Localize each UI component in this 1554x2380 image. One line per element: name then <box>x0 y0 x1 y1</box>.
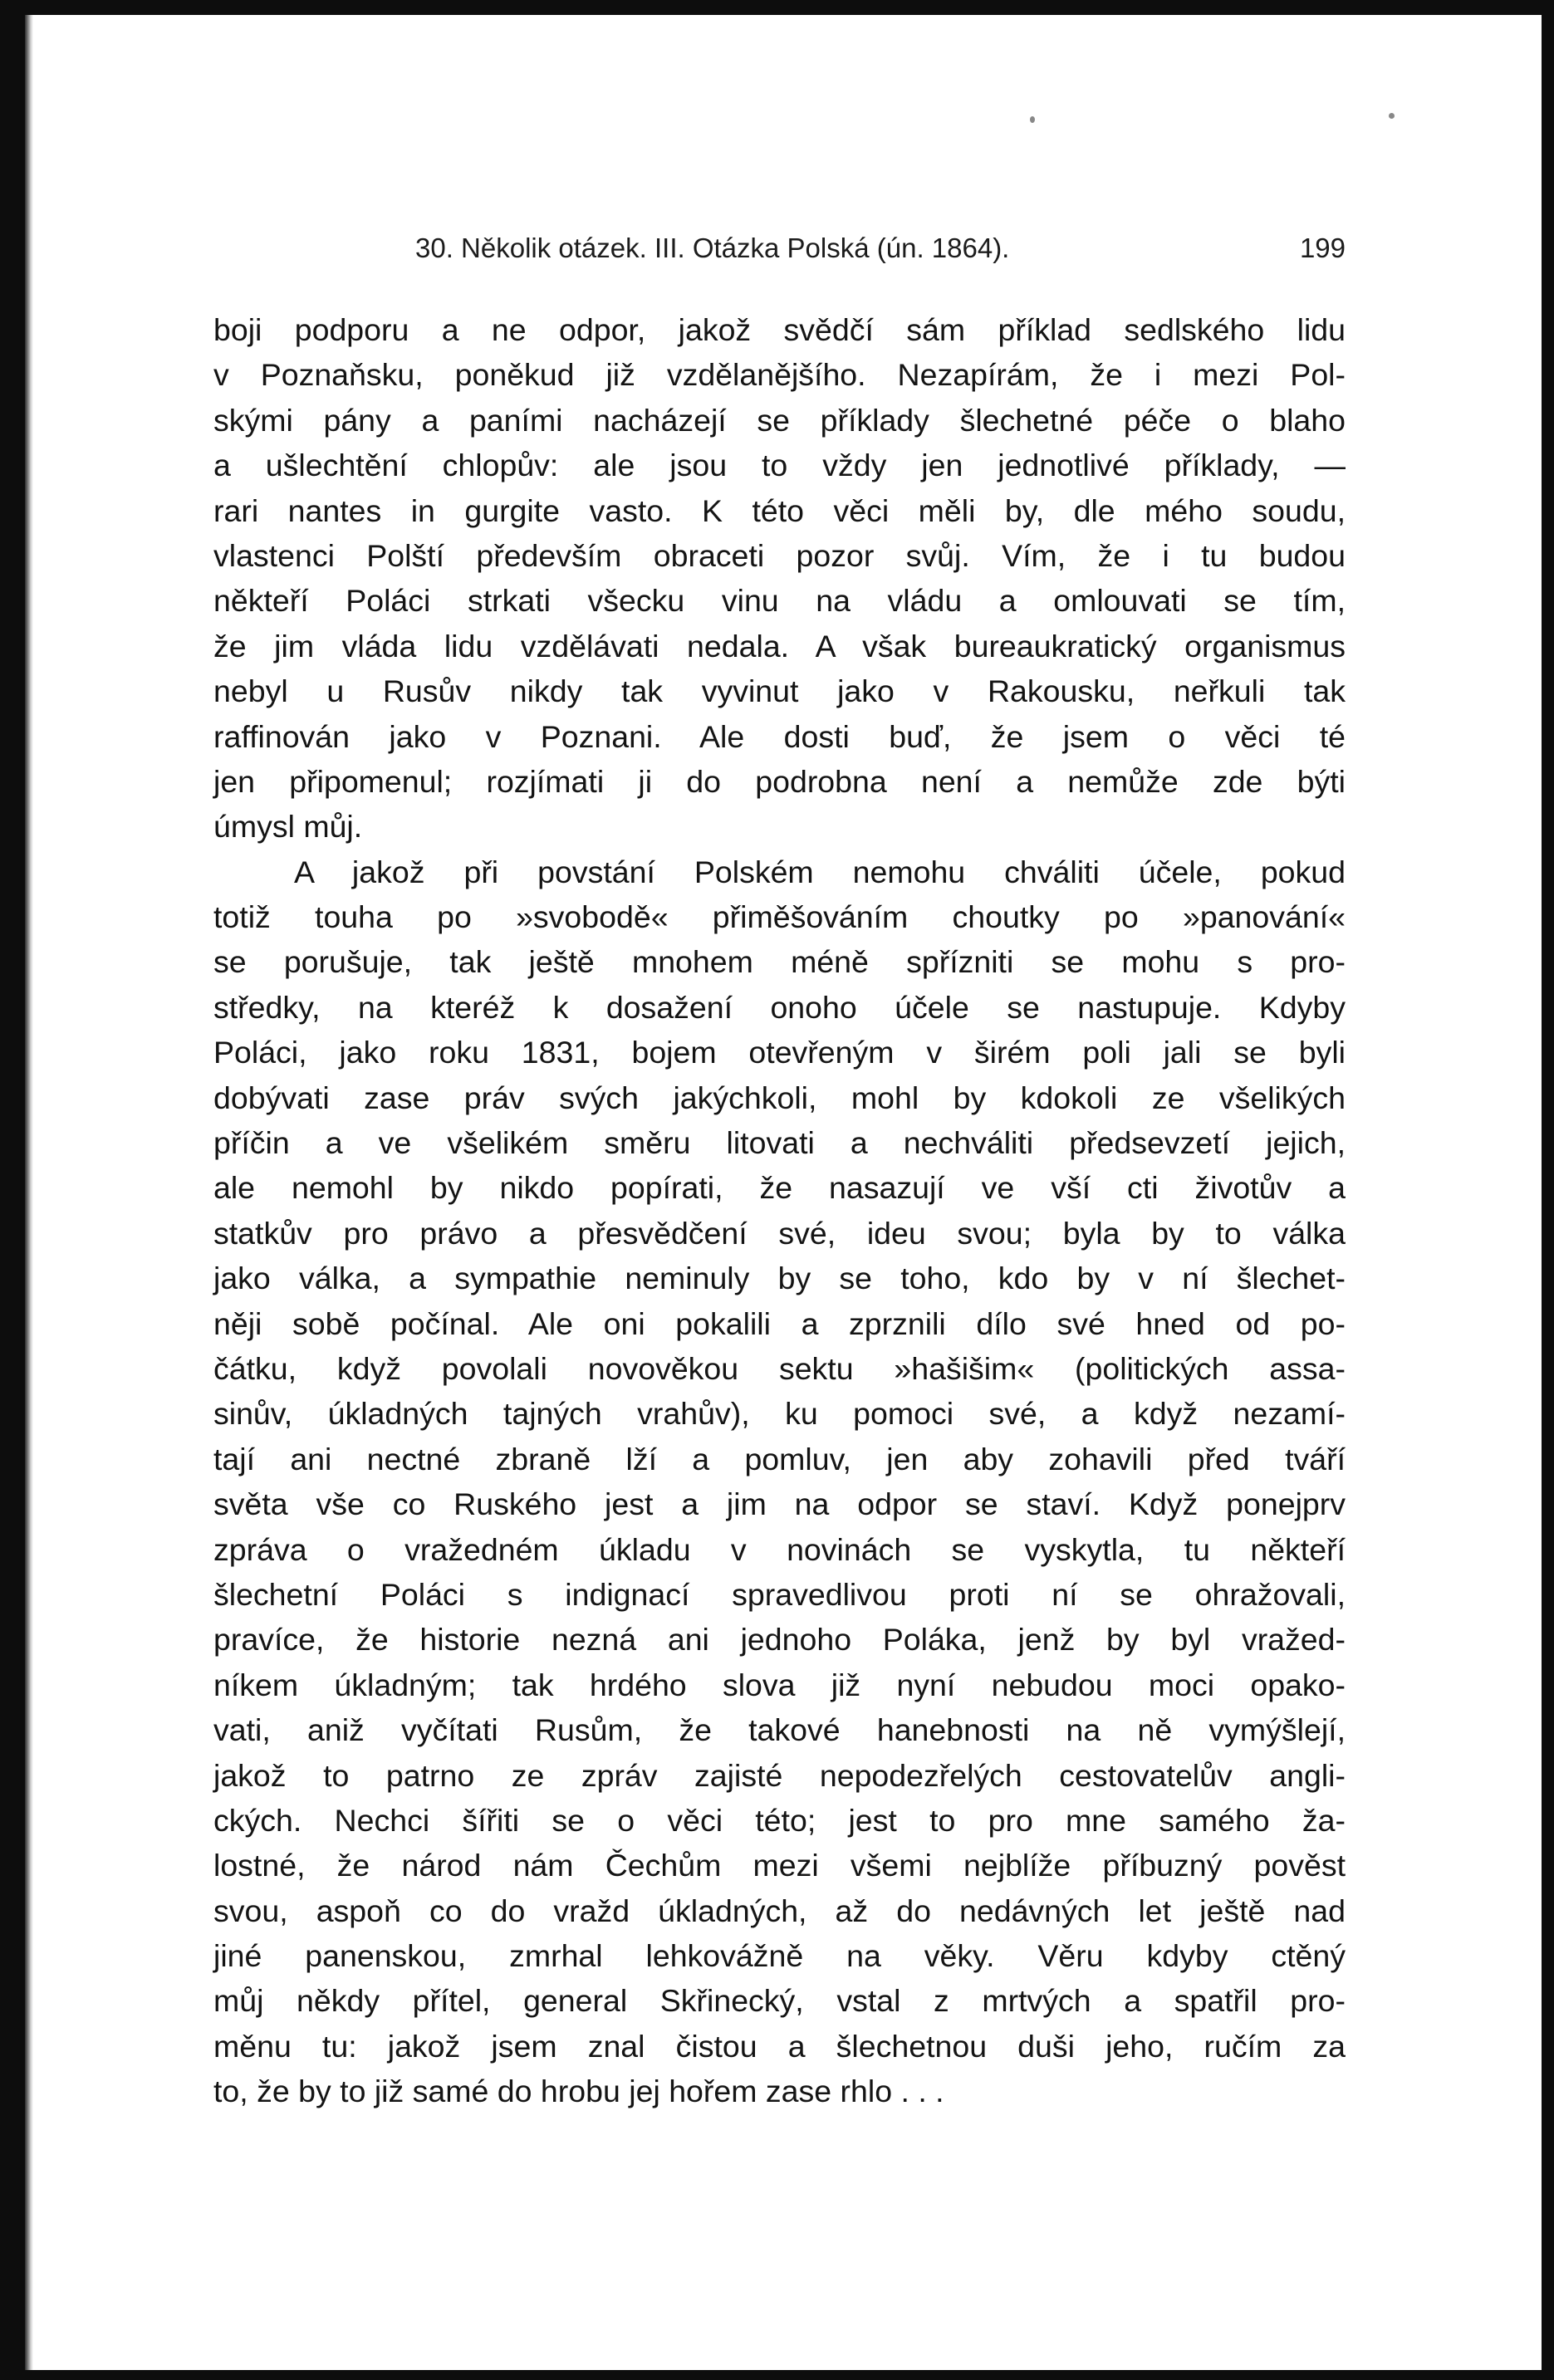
text-line: sinův, úkladných tajných vrahův), ku pomoci své, a když nezamí- <box>213 1396 1346 1432</box>
text-line: že jim vláda lidu vzdělávati nedala. A však bureaukratický organismus <box>213 628 1346 664</box>
text-line: lostné, že národ nám Čechům mezi všemi nejblíže příbuzný pověst <box>213 1848 1346 1883</box>
text-line: jen připomenul; rozjímati ji do podrobna není a nemůže zde býti <box>213 763 1346 799</box>
text-line: to, že by to již samé do hrobu jej hořem zase rhlo . . . <box>213 2074 944 2109</box>
text-line: jiné panenskou, zmrhal lehkovážně na věky. Věru kdyby ctěný <box>213 1938 1346 1974</box>
text-line: čátku, když povolali novověkou sektu »hašišim« (politických assa- <box>213 1350 1346 1386</box>
paragraph <box>213 307 1346 850</box>
ink-speck <box>1030 116 1035 123</box>
text-line: nebyl u Rusův nikdy tak vyvinut jako v Rakousku, neřkuli tak <box>213 673 1346 709</box>
text-line: ale nemohl by nikdo popírati, že nasazují ve vší cti životův a <box>213 1170 1346 1206</box>
page-gutter-edge <box>25 15 33 2370</box>
text-line: skými pány a paními nacházejí se příklady šlechetné péče o blaho <box>213 402 1346 438</box>
text-line: rari nantes in gurgite vasto. K této věci měli by, dle mého soudu, <box>213 492 1346 528</box>
text-line: něji sobě počínal. Ale oni pokalili a zprznili dílo své hned od po- <box>213 1305 1346 1341</box>
text-line: světa vše co Ruského jest a jim na odpor se staví. Když ponejprv <box>213 1486 1346 1522</box>
text-line: někteří Poláci strkati všecku vinu na vládu a omlouvati se tím, <box>213 583 1346 619</box>
text-line: ckých. Nechci šířiti se o věci této; jest to pro mne samého ža- <box>213 1802 1346 1838</box>
page-number: 199 <box>1299 233 1346 263</box>
body-text <box>213 307 1346 2114</box>
text-line: A jakož při povstání Polském nemohu chváliti účele, pokud <box>294 854 1346 889</box>
text-line: úmysl můj. <box>213 809 363 845</box>
paragraph <box>213 850 1346 2114</box>
text-line: statkův pro právo a přesvědčení své, ideu svou; byla by to válka <box>213 1215 1346 1251</box>
text-line: se porušuje, tak ještě mnohem méně spřízniti se mohu s pro- <box>213 944 1346 980</box>
ink-speck <box>1389 113 1395 119</box>
text-line: jakož to patrno ze zpráv zajisté nepodezřelých cestovatelův angli- <box>213 1757 1346 1793</box>
text-line: totiž touha po »svobodě« přiměšováním choutky po »panování« <box>213 899 1346 935</box>
text-line: boji podporu a ne odpor, jakož svědčí sám příklad sedlského lidu <box>213 312 1346 347</box>
text-line: šlechetní Poláci s indignací spravedlivou proti ní se ohražovali, <box>213 1576 1346 1612</box>
text-line: Poláci, jako roku 1831, bojem otevřeným v širém poli jali se byli <box>213 1035 1346 1070</box>
text-line: raffinován jako v Poznani. Ale dosti buď, že jsem o věci té <box>213 718 1346 754</box>
text-line: pravíce, že historie nezná ani jednoho Poláka, jenž by byl vražed- <box>213 1622 1346 1658</box>
text-line: tají ani nectné zbraně lží a pomluv, jen aby zohavili před tváří <box>213 1441 1346 1476</box>
text-line: příčin a ve všelikém směru litovati a nechváliti předsevzetí jejich, <box>213 1125 1346 1161</box>
text-line: dobývati zase práv svých jakýchkoli, mohl by kdokoli ze všelikých <box>213 1080 1346 1115</box>
text-line: níkem úkladným; tak hrdého slova již nyní nebudou moci opako- <box>213 1667 1346 1702</box>
book-page <box>25 15 1542 2370</box>
text-line: středky, na kteréž k dosažení onoho účele se nastupuje. Kdyby <box>213 989 1346 1025</box>
text-line: vati, aniž vyčítati Rusům, že takové hanebnosti na ně vymýšlejí, <box>213 1712 1346 1748</box>
text-line: vlastenci Polští především obraceti pozor svůj. Vím, že i tu budou <box>213 537 1346 573</box>
text-line: měnu tu: jakož jsem znal čistou a šlechetnou duši jeho, ručím za <box>213 2028 1346 2064</box>
text-line: můj někdy přítel, general Skřinecký, vstal z mrtvých a spatřil pro- <box>213 1983 1346 2019</box>
text-line: a ušlechtění chlopův: ale jsou to vždy jen jednotlivé příklady, — <box>213 448 1346 483</box>
text-line: svou, aspoň co do vražd úkladných, až do nedávných let ještě nad <box>213 1893 1346 1928</box>
text-line: zpráva o vražedném úkladu v novinách se vyskytla, tu někteří <box>213 1531 1346 1567</box>
text-line: v Poznaňsku, poněkud již vzdělanějšího. Nezapírám, že i mezi Pol- <box>213 357 1346 393</box>
running-header-title: 30. Několik otázek. III. Otázka Polská (ún. 1864). <box>415 233 1010 263</box>
text-line: jako válka, a sympathie neminuly by se toho, kdo by v ní šlechet- <box>213 1261 1346 1296</box>
